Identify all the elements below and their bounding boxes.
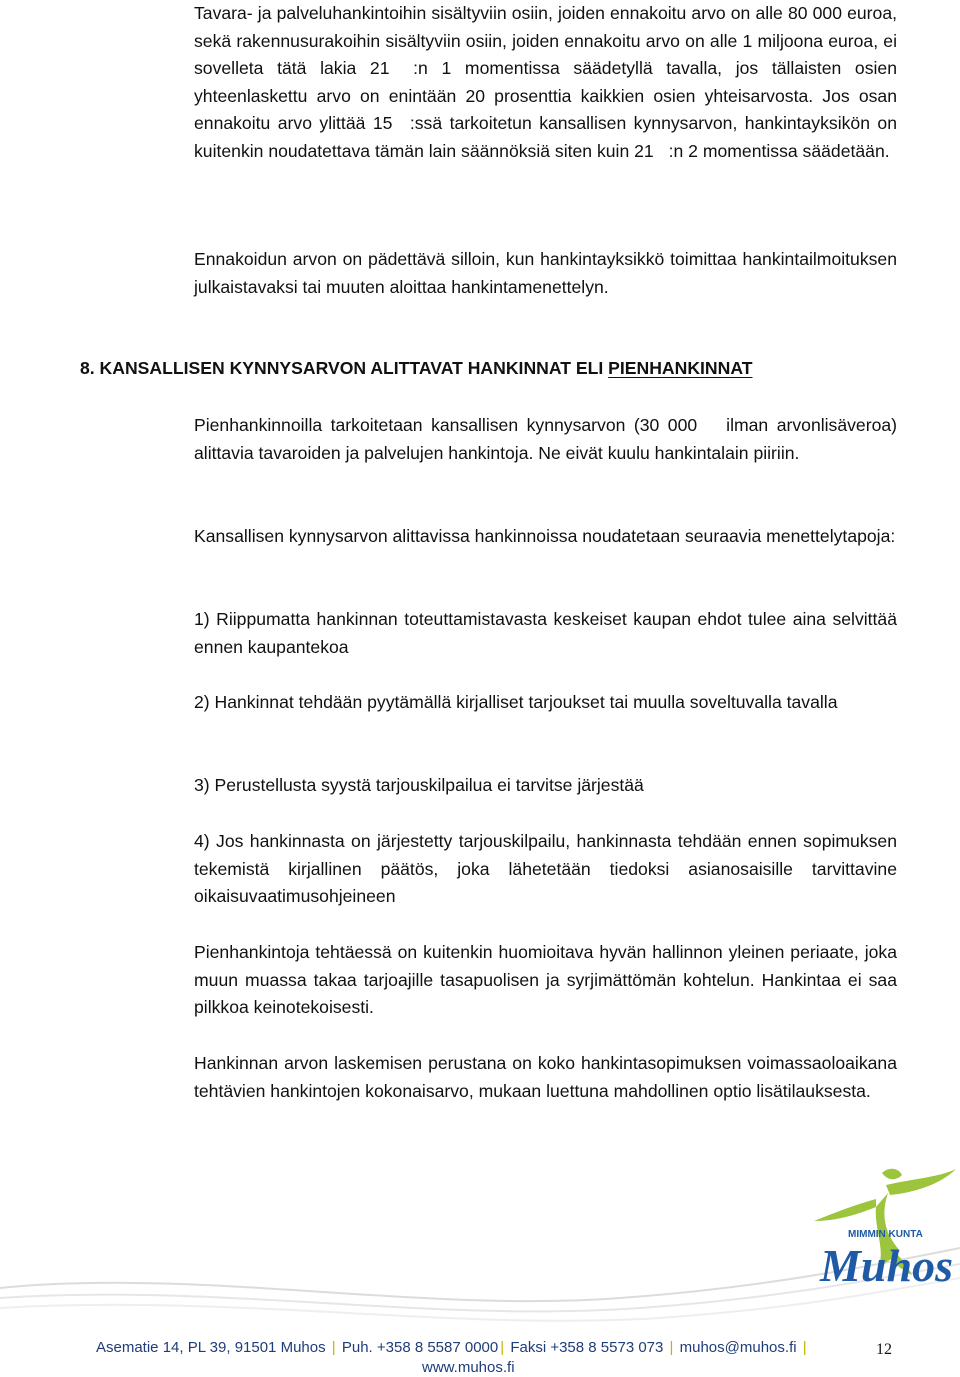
footer-website-link[interactable]: www.muhos.fi [422,1359,515,1376]
paragraph-good-administration: Pienhankintoja tehtäessä on kuitenkin huomioitava hyvän hallinnon yleinen periaate, joka muun muassa takaa tarjoajille tasapuolisen ja syrjimättömän kohtelun. Hankintaa ei saa pilkkoa keinotekoisesti. [194,942,897,1017]
footer-contact [96,1339,880,1376]
section-heading-underlined: PIENHANKINNAT [608,358,753,378]
muhos-logo [790,1155,960,1325]
paragraph-part-thresholds: Tavara- ja palveluhankintoihin sisältyviin osiin, joiden ennakoitu arvo on alle 80 000 euroa, sekä rakennusurakoihin sisältyviin osiin, joiden ennakoitu arvo on alle 1 miljoona euroa, ei sovelleta tätä lakia 21 :n 1 momentissa säädetyllä tavalla, jos tällaisten osien yhteenlaskettu arvo on enintään 20 prosenttia kaikkien osien yhteisarvosta. Jos osan ennakoitu arvo ylittää 15 :ssä tarkoitetun kansallisen kynnysarvon, hankintayksikön on kuitenkin noudatettava tämän lain säännöksiä siten kuin 21 :n 2 momentissa säädetään. [194,3,897,161]
list-item-2: 2) Hankinnat tehdään pyytämällä kirjalliset tarjoukset tai muulla soveltuvalla tavalla [194,692,838,712]
footer-separator: | [331,1339,336,1356]
footer-separator: | [500,1339,505,1356]
page-number: 12 [876,1341,892,1358]
logo-tagline: MIMMIN KUNTA [848,1229,923,1240]
section-heading: 8. KANSALLISEN KYNNYSARVON ALITTAVAT HANKINNAT ELI PIENHANKINNAT [80,358,753,378]
list-item-4: 4) Jos hankinnasta on järjestetty tarjouskilpailu, hankinnasta tehdään ennen sopimuksen tekemistä kirjallinen päätös, joka lähetetään tiedoksi asianosaisille tarvittavine oikaisuvaatimusohjeineen [194,831,897,906]
paragraph-value-calculation: Hankinnan arvon laskemisen perustana on koko hankintasopimuksen voimassaoloaikana tehtävien hankintojen kokonaisarvo, mukaan luettuna mahdollinen optio lisätilauksesta. [194,1053,897,1101]
footer-address: Asematie 14, PL 39, 91501 Muhos [96,1339,326,1356]
dancer-figure-icon [790,1155,960,1325]
list-item-3: 3) Perustellusta syystä tarjouskilpailua ei tarvitse järjestää [194,775,644,795]
footer-phone: Puh. +358 8 5587 0000 [341,1339,499,1356]
footer-fax: Faksi +358 8 5573 073 [510,1339,664,1356]
paragraph-estimated-value: Ennakoidun arvon on pädettävä silloin, kun hankintayksikkö toimittaa hankintailmoituksen julkaistavaksi tai muuten aloittaa hankintamenettelyn. [194,249,897,297]
paragraph-procedures-intro: Kansallisen kynnysarvon alittavissa hankinnoissa noudatetaan seuraavia menettelytapoja: [194,526,896,546]
list-item-1: 1) Riippumatta hankinnan toteuttamistavasta keskeiset kaupan ehdot tulee aina selvittää ennen kaupantekoa [194,609,897,657]
logo-name: Muhos [820,1240,953,1291]
footer-separator: | [802,1339,807,1356]
footer-separator: | [669,1339,674,1356]
paragraph-small-procurement-definition: Pienhankinnoilla tarkoitetaan kansallisen kynnysarvon (30 000 ilman arvonlisäveroa) alittavia tavaroiden ja palvelujen hankintoja. Ne eivät kuulu hankintalain piiriin. [194,415,897,463]
footer-email[interactable]: muhos@muhos.fi [679,1339,797,1356]
